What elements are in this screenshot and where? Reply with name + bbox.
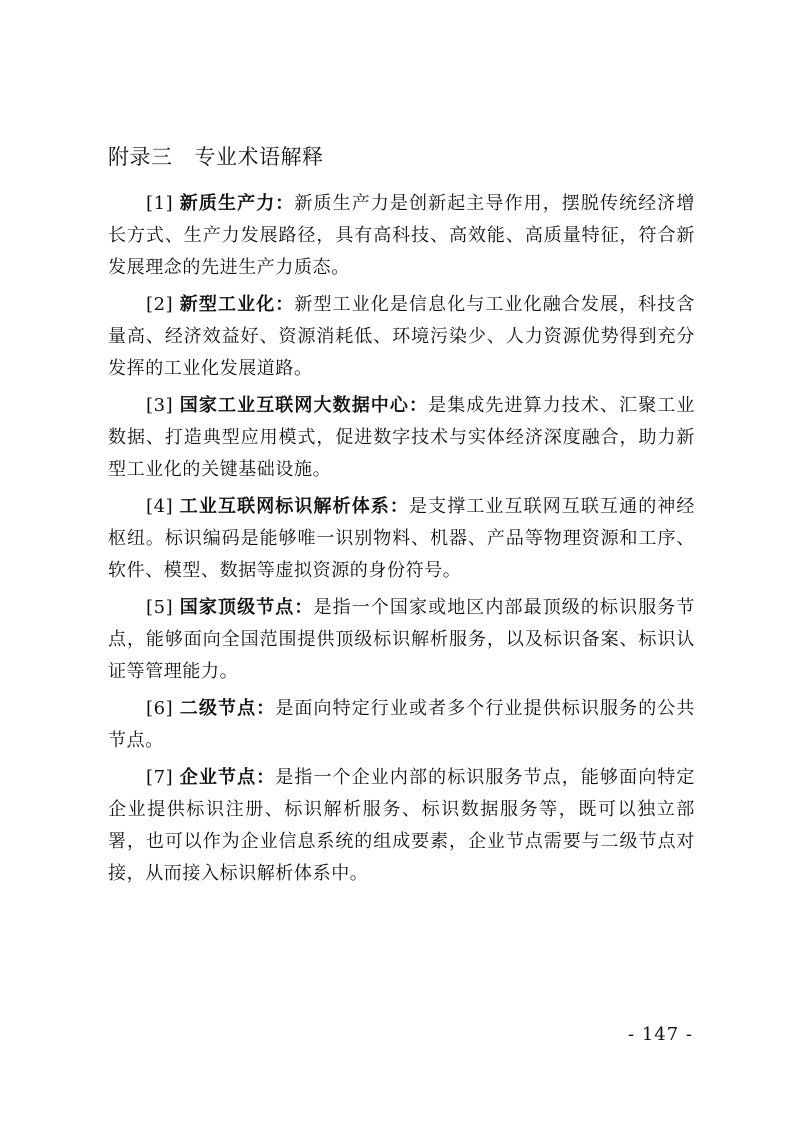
- term-name: 国家工业互联网大数据中心：: [179, 395, 429, 416]
- appendix-title: 专业术语解释: [194, 145, 324, 169]
- term-paragraph: [108, 188, 695, 284]
- term-definition: 是集成先进算力技术、汇聚工业数据、打造典型应用模式，促进数字技术与实体经济深度融合，助力新型工业化的关键基础设施。: [108, 395, 695, 480]
- term-number: [1]: [146, 193, 174, 214]
- page-number: - 147 -: [628, 1024, 693, 1045]
- term-definition: 是面向特定行业或者多个行业提供标识服务的公共节点。: [108, 698, 695, 751]
- term-paragraph: [108, 592, 695, 688]
- term-paragraph: [108, 390, 695, 486]
- term-name: 新质生产力：: [179, 193, 295, 214]
- term-number: [5]: [146, 597, 174, 618]
- term-name: 国家顶级节点：: [179, 597, 314, 618]
- term-paragraph: [108, 289, 695, 385]
- term-name: 工业互联网标识解析体系：: [179, 496, 410, 517]
- term-name: 新型工业化：: [179, 294, 295, 315]
- term-paragraph: [108, 491, 695, 587]
- term-number: [3]: [146, 395, 174, 416]
- term-number: [6]: [146, 698, 174, 719]
- term-definition: 新质生产力是创新起主导作用，摆脱传统经济增长方式、生产力发展路径，具有高科技、高效能、高质量特征，符合新发展理念的先进生产力质态。: [108, 193, 695, 278]
- term-name: 二级节点：: [179, 698, 276, 719]
- term-number: [7]: [146, 767, 174, 788]
- appendix-label: 附录三: [108, 145, 173, 169]
- term-name: 企业节点：: [179, 767, 276, 788]
- term-definition: 是指一个企业内部的标识服务节点，能够面向特定企业提供标识注册、标识解析服务、标识数据服务等，既可以独立部署，也可以作为企业信息系统的组成要素，企业节点需要与二级节点对接，从而接入标识解析体系中。: [108, 767, 695, 884]
- appendix-heading: [108, 138, 695, 176]
- term-definition: 是支撑工业互联网互联互通的神经枢纽。标识编码是能够唯一识别物料、机器、产品等物理资源和工序、软件、模型、数据等虚拟资源的身份符号。: [108, 496, 696, 581]
- term-paragraph: [108, 762, 695, 890]
- term-definition: 是指一个国家或地区内部最顶级的标识服务节点，能够面向全国范围提供顶级标识解析服务，以及标识备案、标识认证等管理能力。: [108, 597, 696, 682]
- term-number: [2]: [146, 294, 174, 315]
- term-paragraph: [108, 693, 695, 757]
- term-definition: 新型工业化是信息化与工业化融合发展，科技含量高、经济效益好、资源消耗低、环境污染少、人力资源优势得到充分发挥的工业化发展道路。: [108, 294, 695, 379]
- term-number: [4]: [146, 496, 174, 517]
